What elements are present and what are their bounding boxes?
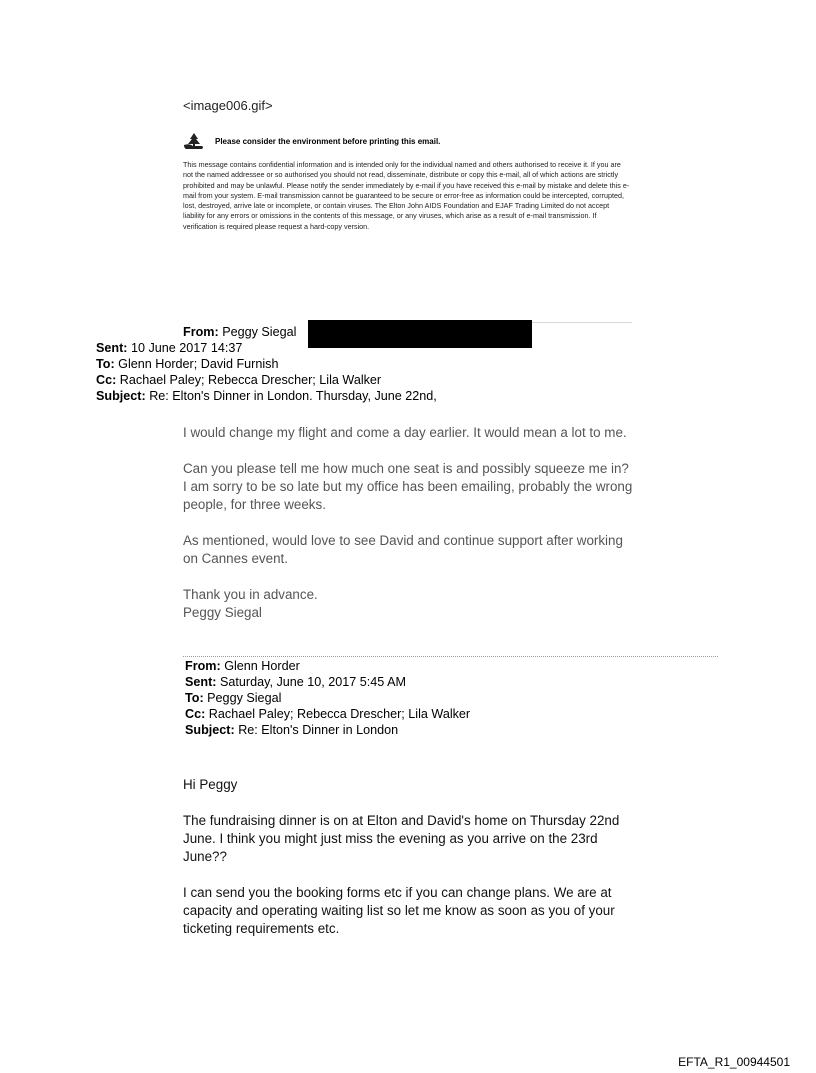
email1-body (183, 424, 633, 622)
email2-subject-label: Subject: (185, 723, 235, 737)
email1-signature: Peggy Siegal (183, 605, 262, 620)
email2-cc-label: Cc: (185, 707, 206, 721)
email-separator (183, 656, 718, 657)
email1-from-value: Peggy Siegal (222, 325, 297, 339)
email2-paragraph: Hi Peggy (183, 777, 238, 792)
email1-paragraph: As mentioned, would love to see David and continue support after working on Cannes event. (183, 533, 623, 566)
email2-cc-value: Rachael Paley; Rebecca Drescher; Lila Walker (208, 707, 471, 721)
email2-to-value: Peggy Siegal (207, 691, 282, 705)
email1-closing: Thank you in advance. (183, 587, 318, 602)
email2-sent-value: Saturday, June 10, 2017 5:45 AM (219, 675, 406, 689)
email1-from-label: From: (183, 325, 219, 339)
environment-notice (183, 132, 440, 150)
email2-to-label: To: (185, 691, 204, 705)
email1-paragraph: Can you please tell me how much one seat is and possibly squeeze me in? I am sorry to be so late but my office has been emailing, probably the wrong people, for three weeks. (183, 461, 633, 512)
email2-paragraph: The fundraising dinner is on at Elton and David's home on Thursday 22nd June. I think you might just miss the evening as you arrive on the 23rd June?? (183, 813, 620, 864)
email2-from-value: Glenn Horder (224, 659, 300, 673)
email2-from-label: From: (185, 659, 221, 673)
email1-subject-label: Subject: (96, 389, 146, 403)
email1-sent-label: Sent: (96, 341, 128, 355)
email2-body (183, 776, 633, 956)
email1-header (96, 340, 437, 404)
email1-cc-label: Cc: (96, 373, 117, 387)
email2-sent-label: Sent: (185, 675, 217, 689)
email2-paragraph: I can send you the booking forms etc if you can change plans. We are at capacity and operating waiting list so let me know as soon as you of your ticketing requirements etc. (183, 885, 615, 936)
email1-paragraph: I would change my flight and come a day earlier. It would mean a lot to me. (183, 425, 627, 440)
email1-subject-value: Re: Elton's Dinner in London. Thursday, June 22nd, (149, 389, 437, 403)
environment-notice-text: Please consider the environment before printing this email. (215, 136, 441, 146)
confidentiality-disclaimer: This message contains confidential information and is intended only for the individual named and others authorised to receive it. If you are not the named addressee or so authorised you should not read, disseminate, distribute or copy this e-mail, all of which actions are strictly prohibited and may be unlawful. Please notify the sender immediately by e-mail if you have received this e-mail by mistake and delete this e-mail from your system. E-mail transmission cannot be guaranteed to be secure or error-free as information could be intercepted, corrupted, lost, destroyed, arrive late or incomplete, or contain viruses. The Elton John AIDS Foundation and EJAF Trading Limited do not accept liability for any errors or omissions in the contents of this message, or any viruses, which arise as a result of e-mail transmission. If verification is required please request a hard-copy version. (183, 160, 630, 231)
email1-sent-value: 10 June 2017 14:37 (130, 341, 243, 355)
email1-to-label: To: (96, 357, 115, 371)
email1-to-value: Glenn Horder; David Furnish (118, 357, 279, 371)
attachment-reference: <image006.gif> (183, 98, 273, 113)
document-id: EFTA_R1_00944501 (678, 1055, 790, 1069)
email1-from-line (183, 324, 296, 340)
email2-subject-value: Re: Elton's Dinner in London (238, 723, 399, 737)
email2-header (185, 658, 470, 738)
tree-hand-icon (183, 132, 205, 150)
email1-cc-value: Rachael Paley; Rebecca Drescher; Lila Walker (119, 373, 382, 387)
